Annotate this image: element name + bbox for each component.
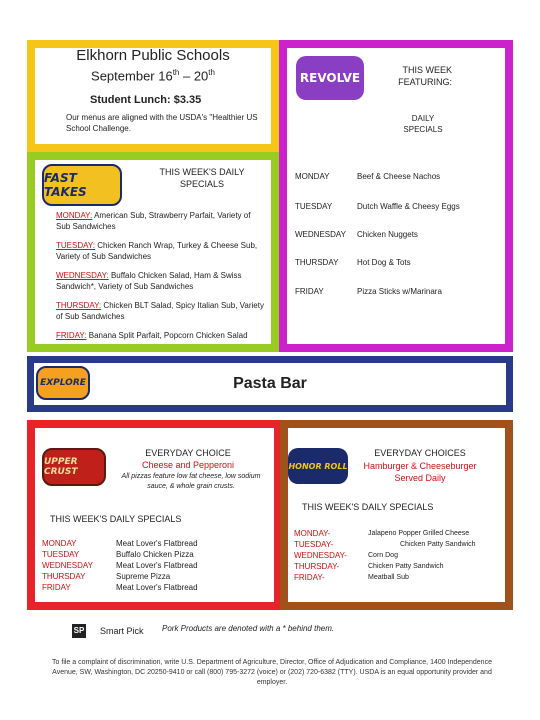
meal-text: Hot Dog & Tots (357, 258, 411, 267)
revolve-logo-text: REVOLVE (299, 71, 361, 85)
day-label: TUESDAY (295, 202, 333, 211)
meal-text: Buffalo Chicken Pizza (116, 550, 194, 559)
smart-pick-badge-text: SP (73, 626, 85, 635)
fast-takes-heading: THIS WEEK'S DAILY SPECIALS (159, 167, 245, 189)
meal-text: Meat Lover's Flatbread (116, 539, 198, 548)
week-dates (35, 68, 271, 83)
day-label: TUESDAY: (56, 241, 95, 250)
fast-takes-logo (42, 164, 122, 206)
day-label: THURSDAY (42, 572, 86, 581)
upper-crust-meals (116, 538, 198, 593)
this-week-featuring: THIS WEEK FEATURING: (398, 65, 452, 87)
pork-note: Pork Products are denoted with a * behind them. (162, 624, 335, 633)
upper-crust-specials-heading: THIS WEEK'S DAILY SPECIALS (50, 514, 182, 524)
meal-text: Supreme Pizza (116, 572, 171, 581)
honor-roll-logo-text: HONOR ROLL (288, 461, 348, 471)
explore-logo-text: EXPLORE (40, 378, 86, 388)
day-label: THURSDAY: (56, 301, 102, 310)
day-label: WEDNESDAY (295, 230, 346, 239)
revolve-logo (296, 56, 364, 100)
day-label: TUESDAY (42, 550, 80, 559)
meal-text: Corn Dog (368, 552, 398, 559)
meal-text: Meat Lover's Flatbread (116, 583, 198, 592)
fast-takes-list (56, 210, 266, 349)
item-text: Banana Split Parfait, Popcorn Chicken Salad (86, 331, 248, 340)
dates-end: – 20 (179, 68, 209, 84)
day-label: FRIDAY- (294, 573, 325, 582)
item-text: American Sub, Strawberry Parfait, Variety of Sub Sandwiches (56, 211, 251, 231)
meal-text: Chicken Patty Sandwich (368, 563, 444, 570)
dates-sup-1: th (172, 68, 180, 77)
fast-takes-logo-text: FAST TAKES (44, 171, 87, 199)
meal-text: Pizza Sticks w/Marinara (357, 287, 442, 296)
day-label: MONDAY: (56, 211, 93, 220)
day-label: MONDAY (42, 539, 77, 548)
meal-text: Jalapeno Popper Grilled Cheese (368, 530, 470, 537)
item-text: Chicken BLT Salad, Spicy Italian Sub, Variety of Sub Sandwiches (56, 301, 264, 321)
upper-crust-everyday-label: EVERYDAY CHOICE (145, 448, 231, 458)
daily-specials-label: DAILY SPECIALS (403, 114, 443, 134)
meal-text: Chicken Nuggets (357, 230, 418, 239)
item-text: Buffalo Chicken Salad, Ham & Swiss Sandwich*, Variety of Sub Sandwiches (56, 271, 242, 291)
usda-alignment-note: Our menus are aligned with the USDA's "Healthier US School Challenge. (66, 113, 258, 133)
meal-text: Chicken Patty Sandwich (400, 541, 476, 548)
meal-text: Dutch Waffle & Cheesy Eggs (357, 202, 460, 211)
explore-title: Pasta Bar (233, 375, 307, 392)
day-label: FRIDAY: (56, 331, 87, 340)
day-label: WEDNESDAY: (56, 271, 109, 280)
lunch-price: Student Lunch: $3.35 (90, 94, 202, 106)
dates-sup-2: th (208, 68, 215, 77)
honor-roll-logo (288, 448, 348, 484)
dates-start: September 16 (91, 68, 173, 84)
honor-roll-everyday-label: EVERYDAY CHOICES (374, 448, 466, 458)
school-name: Elkhorn Public Schools (76, 47, 230, 64)
honor-roll-specials-heading: THIS WEEK'S DAILY SPECIALS (302, 502, 434, 512)
meal-text: Beef & Cheese Nachos (357, 172, 441, 181)
upper-crust-logo (42, 448, 106, 486)
fast-takes-item (56, 300, 266, 322)
fast-takes-item (56, 330, 266, 341)
honor-roll-meals (368, 528, 475, 583)
honor-roll-everyday-item: Hamburger & Cheeseburger Served Daily (363, 461, 477, 483)
day-label: THURSDAY (295, 258, 339, 267)
day-label: THURSDAY- (294, 562, 340, 571)
upper-crust-logo-text: UPPER CRUST (44, 457, 78, 477)
day-label: MONDAY- (294, 529, 331, 538)
smart-pick-label: Smart Pick (100, 626, 144, 636)
day-label: MONDAY (295, 172, 330, 181)
upper-crust-days (42, 538, 93, 593)
fast-takes-item (56, 270, 266, 292)
day-label: FRIDAY (42, 583, 71, 592)
day-label: WEDNESDAY (42, 561, 93, 570)
meal-text: Meatball Sub (368, 574, 409, 581)
day-label: WEDNESDAY- (294, 551, 347, 560)
smart-pick-badge (72, 624, 86, 638)
day-label: TUESDAY- (294, 540, 334, 549)
item-text: Chicken Ranch Wrap, Turkey & Cheese Sub, Variety of Sub Sandwiches (56, 241, 258, 261)
fast-takes-item (56, 210, 266, 232)
explore-logo (36, 366, 90, 400)
usda-statement: To file a complaint of discrimination, write U.S. Department of Agriculture, Director, Office of Adjudication and Compliance, 1400 Independence Avenue, SW, Washington, DC 20250-9410 or call (800) 795-3272 (voice) or (202) 720-6382 (TTY). USDA is an equal opportunity provider and employer. (52, 659, 492, 686)
day-label: FRIDAY (295, 287, 324, 296)
meal-text: Meat Lover's Flatbread (116, 561, 198, 570)
fast-takes-item (56, 240, 266, 262)
upper-crust-everyday-item: Cheese and Pepperoni (141, 460, 235, 470)
honor-roll-days (294, 528, 347, 583)
pizza-note: All pizzas feature low fat cheese, low sodium sauce, & whole grain crusts. (121, 473, 261, 490)
